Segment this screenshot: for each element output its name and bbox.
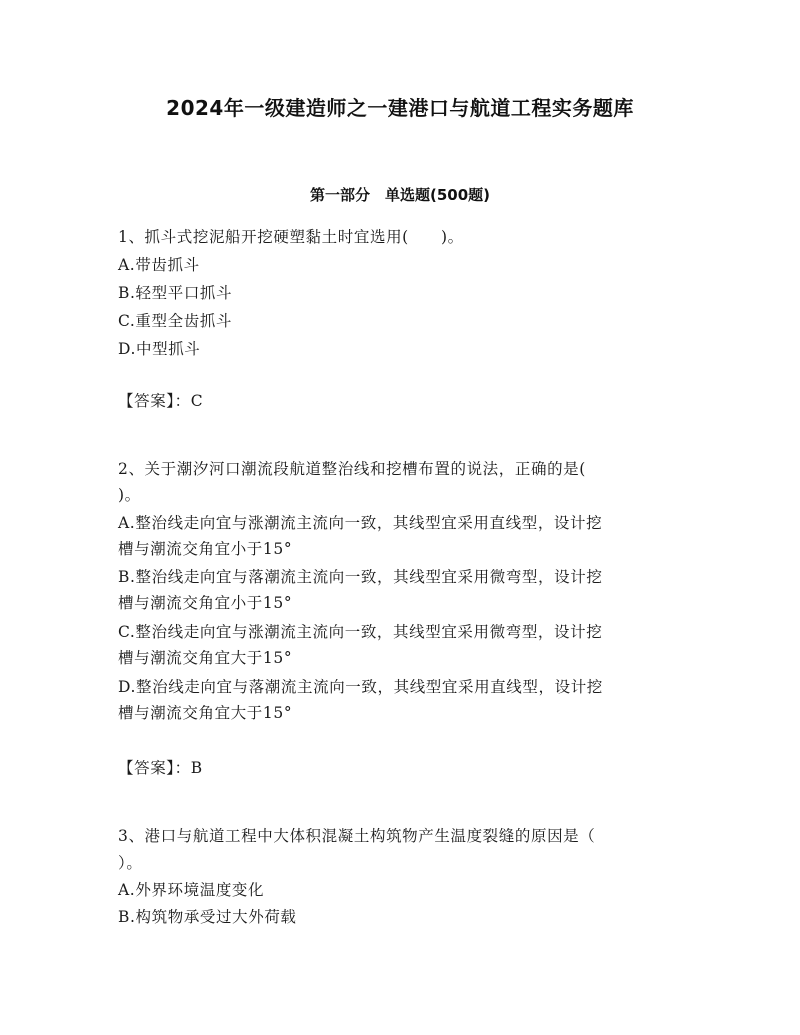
question-1-option-b: B.轻型平口抓斗 (118, 284, 233, 302)
question-1-option-c: C.重型全齿抓斗 (118, 312, 233, 330)
question-1-stem: 1、抓斗式挖泥船开挖硬塑黏土时宜选用( )。 (118, 228, 464, 246)
question-2-option-d-line-1: D.整治线走向宜与落潮流主流向一致，其线型宜采用直线型，设计挖 (118, 678, 603, 696)
question-2-option-c-line-2: 槽与潮流交角宜大于15° (118, 649, 293, 667)
question-2-option-d-line-2: 槽与潮流交角宜大于15° (118, 704, 293, 722)
question-3-stem-line-1: 3、港口与航道工程中大体积混凝土构筑物产生温度裂缝的原因是（ (118, 827, 596, 845)
question-2-option-a-line-2: 槽与潮流交角宜小于15° (118, 540, 293, 558)
question-3-option-b: B.构筑物承受过大外荷载 (118, 908, 297, 926)
question-2-option-c-line-1: C.整治线走向宜与涨潮流主流向一致，其线型宜采用微弯型，设计挖 (118, 623, 603, 641)
question-2-option-b-line-2: 槽与潮流交角宜小于15° (118, 594, 293, 612)
question-2-answer: 【答案】：B (118, 759, 203, 777)
question-2-stem-line-1: 2、关于潮汐河口潮流段航道整治线和挖槽布置的说法，正确的是( (118, 460, 586, 478)
question-1-option-a: A.带齿抓斗 (118, 256, 200, 274)
question-2-option-b-line-1: B.整治线走向宜与落潮流主流向一致，其线型宜采用微弯型，设计挖 (118, 568, 603, 586)
question-3-stem-line-2: ）。 (118, 854, 143, 872)
question-2-stem-line-2: )。 (118, 486, 141, 504)
question-1-option-d: D.中型抓斗 (118, 340, 201, 358)
question-1-answer: 【答案】：C (118, 392, 204, 410)
question-2-option-a-line-1: A.整治线走向宜与涨潮流主流向一致，其线型宜采用直线型，设计挖 (118, 514, 603, 532)
question-3-option-a: A.外界环境温度变化 (118, 881, 265, 899)
document-title: 2024年一级建造师之一建港口与航道工程实务题库 (166, 96, 634, 120)
section-title: 第一部分 单选题(500题) (309, 186, 491, 204)
